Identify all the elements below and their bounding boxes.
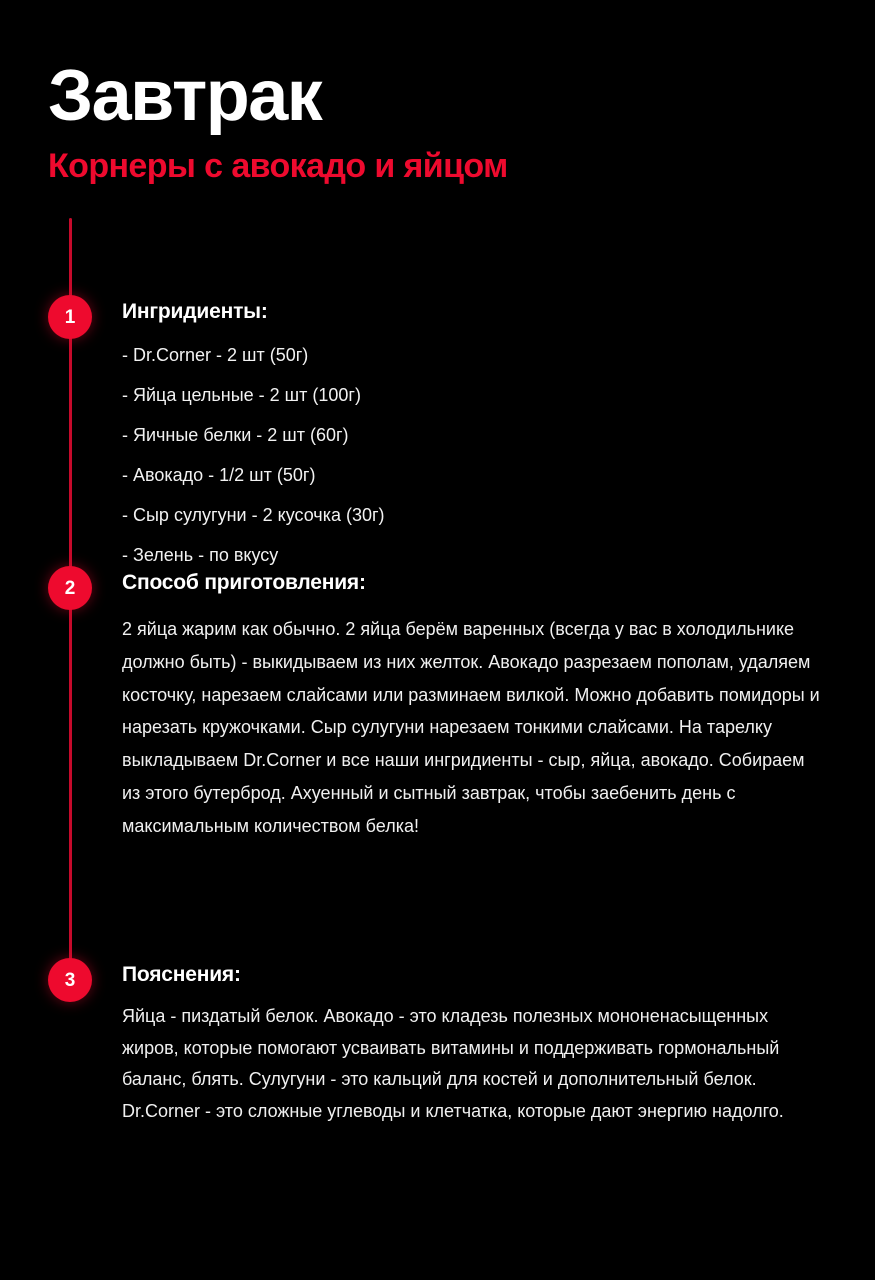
ingredients-list [122, 346, 834, 564]
list-item: - Яйца цельные - 2 шт (100г) [122, 385, 361, 406]
list-item: - Зелень - по вкусу [122, 545, 279, 566]
step-number-badge-2: 2 [48, 566, 92, 610]
list-item: - Авокадо - 1/2 шт (50г) [122, 465, 316, 486]
page-subtitle: Корнеры с авокадо и яйцом [48, 147, 508, 186]
step-number-badge-1: 1 [48, 295, 92, 339]
step-paragraph-explanations: Яйца - пиздатый белок. Авокадо - это кладезь полезных мононенасыщенных жиров, которые помогают усваивать витамины и поддерживать гормональный баланс, блять. Сулугуни - это кальций для костей и дополнительный белок. Dr.Corner - это сложные углеводы и клетчатка, которые дают энергию надолго. [122, 1006, 784, 1121]
step-heading-ingredients: Ингридиенты: [122, 300, 268, 323]
list-item: - Яичные белки - 2 шт (60г) [122, 425, 349, 446]
step-content-2 [122, 566, 834, 842]
step-heading-explanations: Пояснения: [122, 963, 241, 986]
list-item: - Dr.Corner - 2 шт (50г) [122, 345, 309, 366]
step-content-1 [122, 295, 834, 586]
card-header [48, 56, 838, 186]
step-content-3 [122, 958, 834, 1127]
page-title: Завтрак [48, 56, 322, 136]
step-number-badge-3: 3 [48, 958, 92, 1002]
list-item: - Сыр сулугуни - 2 кусочка (30г) [122, 505, 385, 526]
step-paragraph-method: 2 яйца жарим как обычно. 2 яйца берём варенных (всегда у вас в холодильнике должно быть) - выкидываем из них желток. Авокадо разрезаем пополам, удаляем косточку, нарезаем слайсами или разминаем вилкой. Можно добавить помидоры и нарезать кружочками. Сыр сулугуни нарезаем тонкими слайсами. На тарелку выкладываем Dr.Corner и все наши ингридиенты - сыр, яйца, авокадо. Собираем из этого бутерброд. Ахуенный и сытный завтрак, чтобы заебенить день с максимальным количеством белка! [122, 619, 820, 836]
step-heading-method: Способ приготовления: [122, 571, 366, 594]
